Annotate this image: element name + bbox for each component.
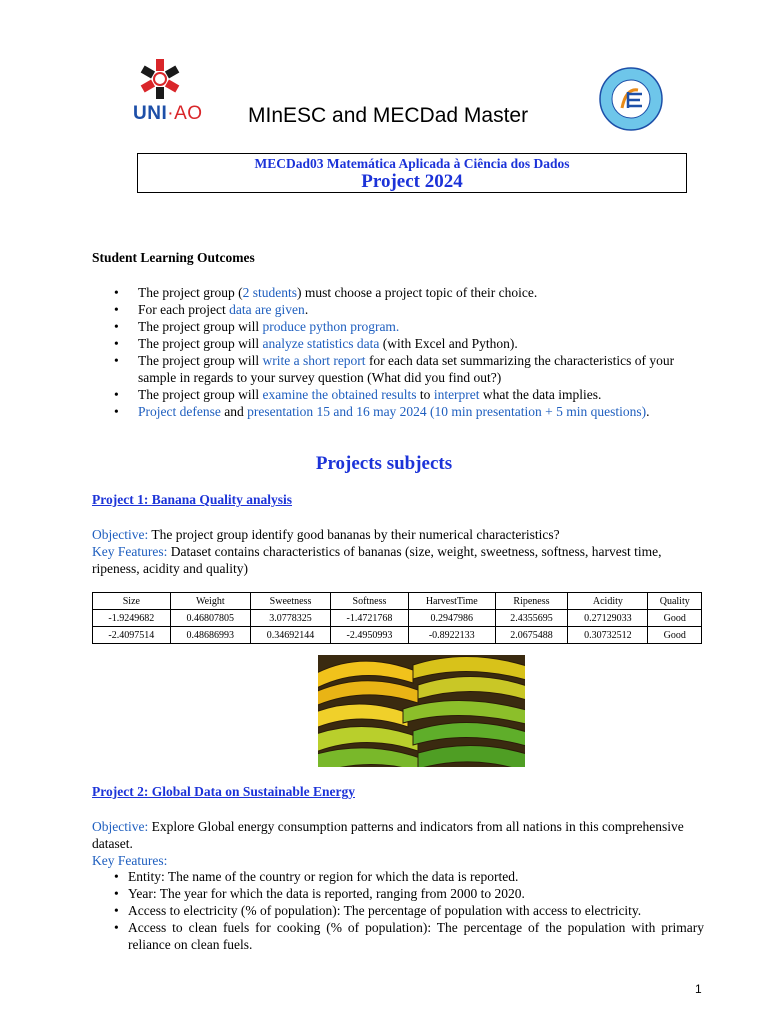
table-cell: 0.34692144 bbox=[250, 627, 330, 644]
table-cell: 0.2947986 bbox=[408, 610, 495, 627]
page-number: 1 bbox=[695, 982, 702, 996]
table-row bbox=[93, 627, 702, 644]
learning-outcomes-heading: Student Learning Outcomes bbox=[92, 250, 255, 265]
bananas-photo bbox=[318, 655, 525, 767]
table-cell: 3.0778325 bbox=[250, 610, 330, 627]
projects-subjects-heading: Projects subjects bbox=[315, 453, 453, 474]
table-cell: 0.27129033 bbox=[568, 610, 648, 627]
table-cell: -0.8922133 bbox=[408, 627, 495, 644]
course-code-title: MECDad03 Matemática Aplicada à Ciência dos Dados bbox=[254, 156, 570, 171]
learning-outcomes-list bbox=[92, 284, 704, 420]
col-header: Softness bbox=[331, 593, 409, 610]
list-item: • The project group will analyze statistics data (with Excel and Python). bbox=[92, 335, 704, 352]
project-year: Project 2024 bbox=[361, 171, 463, 192]
table-cell: 2.4355695 bbox=[495, 610, 568, 627]
table-cell: -1.9249682 bbox=[93, 610, 171, 627]
list-item: • Project defense and presentation 15 and 16 may 2024 (10 min presentation + 5 min questions). bbox=[92, 403, 704, 420]
col-header: Ripeness bbox=[495, 593, 568, 610]
col-header: Acidity bbox=[568, 593, 648, 610]
col-header: Sweetness bbox=[250, 593, 330, 610]
document-title: MInESC and MECDad Master bbox=[248, 104, 529, 127]
list-item: • Entity: The name of the country or region for which the data is reported. bbox=[92, 868, 704, 885]
col-header: Quality bbox=[648, 593, 702, 610]
faculty-seal-icon bbox=[598, 66, 664, 132]
project2-description: Objective: Explore Global energy consumption patterns and indicators from all nations in this comprehensive dataset. Key Features: bbox=[92, 819, 684, 868]
project2-title: Project 2: Global Data on Sustainable Energy bbox=[92, 784, 355, 799]
table-header-row bbox=[93, 593, 702, 610]
list-item: • Access to electricity (% of population): The percentage of population with access to electricity. bbox=[92, 902, 704, 919]
col-header: HarvestTime bbox=[408, 593, 495, 610]
list-item: • The project group will examine the obtained results to interpret what the data implies. bbox=[92, 386, 704, 403]
list-item: • Year: The year for which the data is reported, ranging from 2000 to 2020. bbox=[92, 885, 704, 902]
table-cell: 0.46807805 bbox=[170, 610, 250, 627]
project1-description: Objective: The project group identify good bananas by their numerical characteristics? Key Features: Dataset contains characteristics of bananas (size, weight, sweetness, softness, harvest time, ripeness, acidity and quality) bbox=[92, 527, 662, 576]
list-item: • The project group will produce python program. bbox=[92, 318, 704, 335]
project1-title: Project 1: Banana Quality analysis bbox=[92, 492, 293, 507]
table-cell: 0.30732512 bbox=[568, 627, 648, 644]
table-cell: 0.48686993 bbox=[170, 627, 250, 644]
table-cell: -1.4721768 bbox=[331, 610, 409, 627]
col-header: Size bbox=[93, 593, 171, 610]
table-cell: -2.4950993 bbox=[331, 627, 409, 644]
list-item: • The project group will write a short report for each data set summarizing the characteristics of your sample in regards to your survey question (What did you find out?) bbox=[92, 352, 704, 386]
course-title-box bbox=[137, 153, 687, 193]
col-header: Weight bbox=[170, 593, 250, 610]
list-item: • Access to clean fuels for cooking (% of population): The percentage of the population with primary reliance on clean fuels. bbox=[92, 919, 704, 953]
project2-features-list bbox=[92, 868, 704, 953]
table-row bbox=[93, 610, 702, 627]
list-item: • For each project data are given. bbox=[92, 301, 704, 318]
list-item: • The project group (2 students) must choose a project topic of their choice. bbox=[92, 284, 704, 301]
table-cell: Good bbox=[648, 610, 702, 627]
table-cell: 2.0675488 bbox=[495, 627, 568, 644]
banana-data-table bbox=[92, 592, 702, 644]
table-cell: -2.4097514 bbox=[93, 627, 171, 644]
table-cell: Good bbox=[648, 627, 702, 644]
uni-ao-wordmark: UNI·AO bbox=[133, 103, 203, 124]
